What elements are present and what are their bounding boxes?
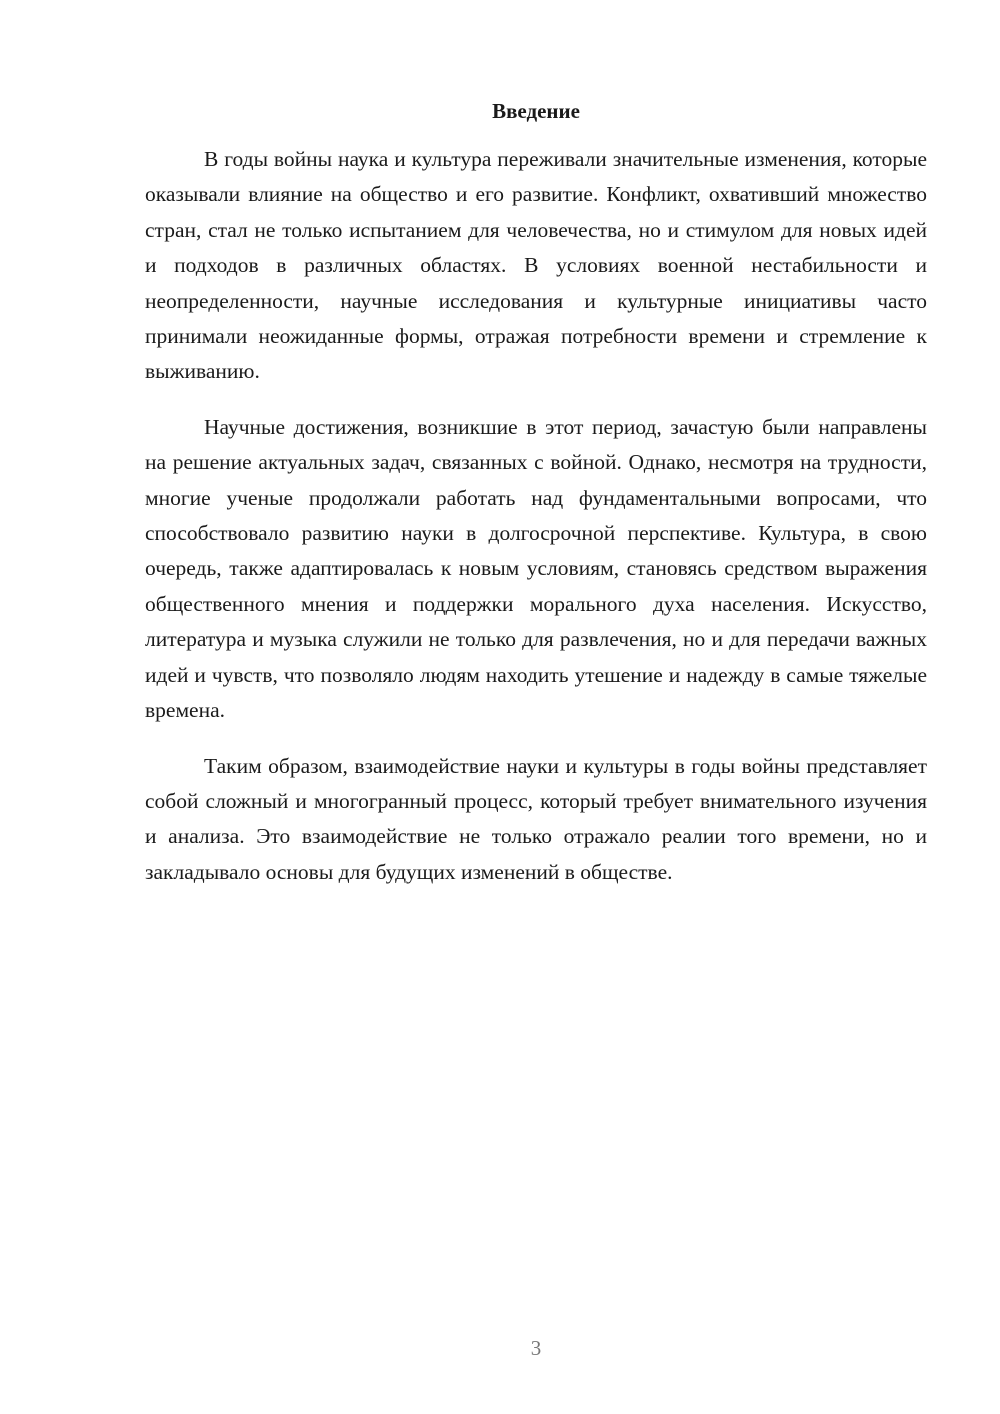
page-number: 3	[530, 1336, 542, 1360]
paragraph-2: Научные достижения, возникшие в этот период, зачастую были направлены на решение актуальных задач, связанных с войной. Однако, несмотря на трудности, многие ученые продолжали работать над фундаментальными вопросами, что способствовало развитию науки в долгосрочной перспективе. Культура, в свою очередь, также адаптировалась к новым условиям, становясь средством выражения общественного мнения и поддержки морального духа населения. Искусство, литература и музыка служили не только для развлечения, но и для передачи важных идей и чувств, что позволяло людям находить утешение и надежду в самые тяжелые времена.	[145, 414, 927, 723]
body-text	[145, 142, 927, 910]
paragraph-3: Таким образом, взаимодействие науки и культуры в годы войны представляет собой сложный и многогранный процесс, который требует внимательного изучения и анализа. Это взаимодействие не только отражало реалии того времени, но и закладывало основы для будущих изменений в обществе.	[145, 753, 927, 884]
paragraph-1: В годы войны наука и культура переживали значительные изменения, которые оказывали влияние на общество и его развитие. Конфликт, охвативший множество стран, стал не только испытанием для человечества, но и стимулом для новых идей и подходов в различных областях. В условиях военной нестабильности и неопределенности, научные исследования и культурные инициативы часто принимали неожиданные формы, отражая потребности времени и стремление к выживанию.	[145, 147, 927, 384]
section-title: Введение	[492, 99, 580, 123]
